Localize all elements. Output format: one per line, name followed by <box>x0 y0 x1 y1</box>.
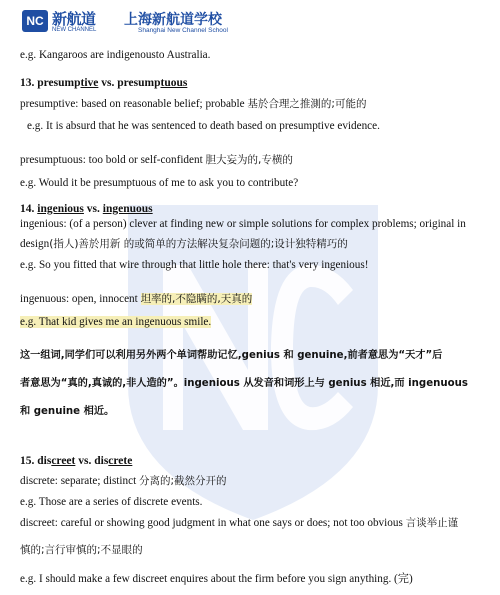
header-logo <box>22 8 492 38</box>
school-english-name: Shanghai New Channel School <box>138 27 228 34</box>
definition-presumptuous: presumptuous: too bold or self-confident 胆大妄为的,专横的 <box>20 154 293 166</box>
definition-ingenious: ingenious: (of a person) clever at finding new or simple solutions for complex problems; original in <box>20 218 466 230</box>
heading-13: 13. presumptive vs. presumptuous <box>20 77 188 89</box>
example-kangaroos: e.g. Kangaroos are indigenousto Australia. <box>20 49 211 61</box>
example-discrete: e.g. Those are a series of discrete events. <box>20 496 203 508</box>
note-line-3: 和 genuine 相近。 <box>20 406 115 417</box>
definition-presumptive: presumptive: based on reasonable belief; probable 基於合理之推測的;可能的 <box>20 98 367 110</box>
example-presumptive: e.g. It is absurd that he was sentenced to death based on presumptive evidence. <box>27 120 380 132</box>
logo-english-name: NEW CHANNEL <box>52 27 97 33</box>
definition-ingenious-cn: design(指人)善於用新 的或简单的方法解决复杂问题的;设计独特精巧的 <box>20 238 348 250</box>
definition-discrete: discrete: separate; distinct 分离的;截然分开的 <box>20 475 227 487</box>
example-ingenious: e.g. So you fitted that wire through that little hole there: that's very ingenious! <box>20 259 369 271</box>
school-chinese-name: 上海新航道学校 <box>124 12 222 28</box>
definition-ingenuous: ingenuous: open, innocent 坦率的,不隐瞒的,天真的 <box>20 293 253 305</box>
example-discreet: e.g. I should make a few discreet enquires about the firm before you sign anything. (完) <box>20 573 413 585</box>
heading-14: 14. ingenious vs. ingenuous <box>20 203 153 215</box>
example-ingenuous: e.g. That kid gives me an ingenuous smile. <box>20 316 212 328</box>
note-line-1: 这一组词,同学们可以利用另外两个单词帮助记忆,genius 和 genuine,前者意思为“天才”后 <box>20 350 443 361</box>
heading-15: 15. discreet vs. discrete <box>20 455 133 467</box>
logo-chinese-name: 新航道 <box>52 10 96 28</box>
definition-discreet-cn: 慎的;言行审慎的;不显眼的 <box>20 544 143 556</box>
definition-discreet: discreet: careful or showing good judgment in what one says or does; not too obvious 言谈举止谨 <box>20 517 459 529</box>
note-line-2: 者意思为“真的,真诚的,非人造的”。ingenious 从发音和词形上与 genius 相近,而 ingenuous <box>20 378 468 389</box>
nc-logo-badge: NC <box>22 10 48 32</box>
example-presumptuous: e.g. Would it be presumptuous of me to ask you to contribute? <box>20 177 299 189</box>
